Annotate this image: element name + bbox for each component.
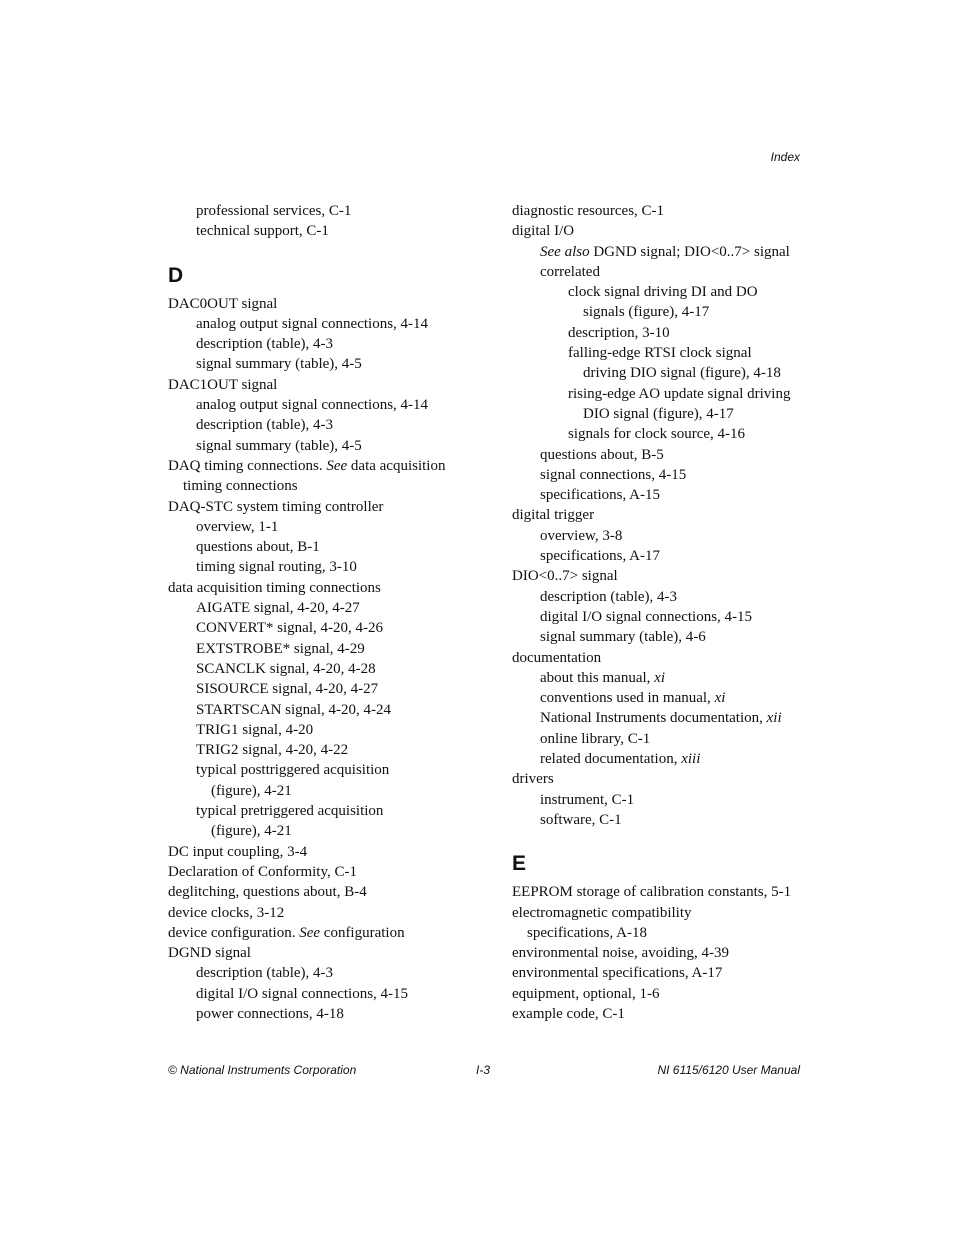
index-entry (168, 618, 468, 638)
index-text: specifications, A-15 (540, 487, 660, 504)
index-entry (512, 587, 812, 607)
index-entry (168, 943, 468, 963)
index-entry-line (512, 221, 812, 241)
index-entry-line (568, 282, 812, 302)
index-entry-line (196, 537, 468, 557)
index-text: digital I/O (512, 223, 575, 240)
index-entry-line (540, 810, 812, 830)
index-text: xi (714, 690, 726, 707)
index-text: overview, 1-1 (196, 518, 279, 535)
index-entry (512, 749, 812, 769)
index-entry-line (196, 963, 468, 983)
index-entry (168, 963, 468, 983)
index-text: questions about, B-1 (196, 539, 320, 556)
index-text: configuration (320, 924, 405, 941)
index-entry (168, 801, 468, 842)
index-entry-line (568, 404, 812, 424)
index-text: description (table), 4-3 (196, 336, 334, 353)
index-entry-line (196, 354, 468, 374)
index-column-right (512, 201, 812, 1024)
index-text: device clocks, 3-12 (168, 904, 285, 921)
index-text: documentation (512, 649, 602, 666)
index-text: signal summary (table), 4-5 (196, 356, 362, 373)
index-entry-line (196, 201, 468, 221)
index-entry (512, 323, 812, 343)
index-entry (168, 354, 468, 374)
index-text: EEPROM storage of calibration constants, 5-1 (512, 884, 792, 901)
index-text: See also (540, 243, 590, 260)
index-entry (512, 282, 812, 323)
index-entry (512, 465, 812, 485)
index-entry-line (196, 720, 468, 740)
index-entry (168, 294, 468, 314)
footer-manual-title: NI 6115/6120 User Manual (657, 1063, 800, 1077)
index-entry (512, 963, 812, 983)
index-entry (512, 1004, 812, 1024)
index-entry (512, 627, 812, 647)
index-entry-line (568, 363, 812, 383)
index-entry-line (196, 557, 468, 577)
index-text: questions about, B-5 (540, 446, 664, 463)
index-entry-line (540, 262, 812, 282)
index-text: (figure), 4-21 (211, 823, 292, 840)
index-entry-line (540, 445, 812, 465)
index-entry-line (540, 688, 812, 708)
index-entry-line (568, 424, 812, 444)
index-entry-line (196, 517, 468, 537)
page-number: I-3 (476, 1063, 491, 1077)
index-text: CONVERT* signal, 4-20, 4-26 (196, 620, 384, 637)
index-entry-line (512, 505, 812, 525)
index-entry (168, 537, 468, 557)
index-text: digital I/O signal connections, 4-15 (196, 985, 409, 1002)
index-text: DGND signal (168, 945, 251, 962)
index-text: description (table), 4-3 (196, 417, 334, 434)
index-entry-line (168, 456, 468, 476)
index-entry (512, 201, 812, 221)
index-text: related documentation, (540, 751, 682, 768)
index-text: instrument, C-1 (540, 791, 635, 808)
index-text: timing signal routing, 3-10 (196, 559, 357, 576)
index-entry (168, 578, 468, 598)
index-text: See (326, 457, 348, 474)
index-entry-line (168, 862, 468, 882)
index-entry (168, 700, 468, 720)
index-text: analog output signal connections, 4-14 (196, 315, 429, 332)
index-text: xi (654, 669, 665, 686)
index-text: DC input coupling, 3-4 (168, 843, 308, 860)
index-entry-line (540, 729, 812, 749)
index-entry (512, 242, 812, 262)
index-text: environmental specifications, A-17 (512, 965, 723, 982)
index-text: clock signal driving DI and DO (568, 284, 758, 301)
index-text: diagnostic resources, C-1 (512, 203, 665, 219)
index-entry-line (196, 801, 468, 821)
index-text: digital trigger (512, 507, 595, 524)
index-entry-line (196, 659, 468, 679)
index-entry-line (196, 760, 468, 780)
index-entry-line (512, 963, 812, 983)
index-entry (168, 375, 468, 395)
index-text: data acquisition timing connections (168, 579, 381, 596)
index-text: DIO<0..7> signal (512, 568, 618, 585)
index-text: specifications, A-18 (527, 924, 647, 941)
index-text: National Instruments documentation, (540, 710, 767, 727)
index-text: TRIG1 signal, 4-20 (196, 721, 314, 738)
index-entry-line (540, 627, 812, 647)
index-entry-line (512, 882, 812, 902)
index-text: power connections, 4-18 (196, 1005, 344, 1022)
index-text: data acquisition (347, 457, 446, 474)
index-entry-line (512, 201, 812, 221)
index-text: signals (figure), 4-17 (583, 304, 710, 321)
index-entry (168, 903, 468, 923)
index-text: online library, C-1 (540, 730, 651, 747)
index-entry (512, 903, 812, 944)
index-entry (512, 882, 812, 902)
index-entry (168, 598, 468, 618)
index-text: deglitching, questions about, B-4 (168, 884, 367, 901)
index-entry-line (196, 781, 468, 801)
index-text: specifications, A-17 (540, 548, 660, 565)
index-entry (168, 720, 468, 740)
index-entry-line (512, 923, 812, 943)
index-entry (168, 517, 468, 537)
index-entry-line (196, 740, 468, 760)
index-text: falling-edge RTSI clock signal (568, 345, 752, 362)
index-entry (168, 334, 468, 354)
index-text: driving DIO signal (figure), 4-18 (583, 365, 781, 382)
index-text: drivers (512, 771, 554, 788)
index-text: typical pretriggered acquisition (196, 803, 384, 820)
index-text: EXTSTROBE* signal, 4-29 (196, 640, 365, 657)
index-entry-line (168, 578, 468, 598)
index-entry-line (196, 639, 468, 659)
index-entry (168, 395, 468, 415)
index-text: (figure), 4-21 (211, 782, 292, 799)
index-entry (168, 415, 468, 435)
index-text: description, 3-10 (568, 324, 670, 341)
index-text: DGND signal; DIO<0..7> signal (589, 243, 790, 260)
index-text: DAC0OUT signal (168, 295, 278, 312)
index-entry (512, 485, 812, 505)
index-entry-line (196, 395, 468, 415)
index-entry-line (540, 485, 812, 505)
index-entry-line (568, 343, 812, 363)
index-entry-line (196, 984, 468, 1004)
index-text: SISOURCE signal, 4-20, 4-27 (196, 681, 379, 698)
index-text: device configuration. (168, 924, 300, 941)
index-entry (512, 943, 812, 963)
index-text: professional services, C-1 (196, 203, 352, 219)
index-entry (168, 1004, 468, 1024)
index-entry-line (568, 323, 812, 343)
index-entry (512, 769, 812, 789)
index-text: description (table), 4-3 (540, 588, 678, 605)
index-text: DAC1OUT signal (168, 376, 278, 393)
index-text: timing connections (183, 478, 298, 495)
index-entry-line (196, 700, 468, 720)
index-entry-line (196, 436, 468, 456)
index-entry (168, 639, 468, 659)
index-entry (168, 659, 468, 679)
index-entry (512, 984, 812, 1004)
index-text: See (299, 924, 321, 941)
index-text: xii (766, 710, 782, 727)
index-text: STARTSCAN signal, 4-20, 4-24 (196, 701, 391, 718)
index-text: description (table), 4-3 (196, 965, 334, 982)
index-text: rising-edge AO update signal driving (568, 385, 791, 402)
index-text: Declaration of Conformity, C-1 (168, 863, 357, 880)
index-entry (168, 497, 468, 517)
index-entry (512, 729, 812, 749)
index-entry (168, 679, 468, 699)
index-entry-line (512, 943, 812, 963)
running-header: Index (770, 150, 800, 164)
index-entry-line (196, 821, 468, 841)
index-entry-line (540, 708, 812, 728)
index-text: TRIG2 signal, 4-20, 4-22 (196, 742, 349, 759)
index-entry (512, 648, 812, 668)
index-text: AIGATE signal, 4-20, 4-27 (196, 600, 360, 617)
index-entry-line (168, 294, 468, 314)
index-entry (512, 810, 812, 830)
index-text: example code, C-1 (512, 1005, 625, 1022)
index-entry-line (196, 334, 468, 354)
index-text: signal connections, 4-15 (540, 466, 687, 483)
index-entry (168, 862, 468, 882)
index-text: environmental noise, avoiding, 4-39 (512, 945, 730, 962)
index-entry (168, 314, 468, 334)
index-entry-line (196, 415, 468, 435)
index-entry (168, 984, 468, 1004)
index-entry (168, 456, 468, 497)
index-entry-line (540, 465, 812, 485)
index-entry-line (196, 314, 468, 334)
index-entry (168, 923, 468, 943)
index-entry (512, 790, 812, 810)
index-entry-line (196, 618, 468, 638)
index-entry-line (568, 302, 812, 322)
index-text: technical support, C-1 (196, 223, 329, 240)
index-entry (512, 546, 812, 566)
index-entry (512, 343, 812, 384)
index-entry-line (540, 790, 812, 810)
index-column-left (168, 201, 468, 1024)
index-entry (168, 201, 468, 221)
index-entry (512, 424, 812, 444)
index-entry (512, 708, 812, 728)
index-entry-line (168, 943, 468, 963)
index-entry-line (168, 882, 468, 902)
index-text: xiii (681, 751, 701, 768)
index-entry-line (512, 769, 812, 789)
section-letter: D (168, 263, 184, 287)
index-entry-line (512, 903, 812, 923)
section-letter: E (512, 852, 527, 876)
index-entry (512, 668, 812, 688)
footer-copyright: © National Instruments Corporation (168, 1063, 357, 1077)
index-text: electromagnetic compatibility (512, 904, 692, 921)
index-entry-line (168, 497, 468, 517)
index-entry-line (168, 923, 468, 943)
index-entry (168, 557, 468, 577)
index-entry-line (196, 679, 468, 699)
index-entry (512, 221, 812, 241)
index-text: conventions used in manual, (540, 690, 715, 707)
index-entry-line (540, 526, 812, 546)
index-entry (512, 445, 812, 465)
index-entry (168, 760, 468, 801)
index-entry (512, 607, 812, 627)
index-entry (512, 505, 812, 525)
index-text: digital I/O signal connections, 4-15 (540, 608, 753, 625)
index-text: SCANCLK signal, 4-20, 4-28 (196, 660, 376, 677)
index-entry-line (540, 668, 812, 688)
index-entry-line (512, 566, 812, 586)
index-entry (168, 740, 468, 760)
index-entry-line (512, 648, 812, 668)
index-entry (168, 221, 468, 241)
index-entry (512, 566, 812, 586)
index-text: DIO signal (figure), 4-17 (583, 405, 734, 422)
index-text: overview, 3-8 (540, 527, 623, 544)
index-text: signal summary (table), 4-5 (196, 437, 362, 454)
index-entry-line (168, 842, 468, 862)
index-entry-line (196, 221, 468, 241)
index-entry-line (512, 1004, 812, 1024)
index-text: signals for clock source, 4-16 (568, 426, 746, 443)
index-entry-line (568, 384, 812, 404)
index-entry (512, 262, 812, 282)
index-entry-line (540, 546, 812, 566)
index-entry-line (540, 587, 812, 607)
index-text: correlated (540, 263, 600, 280)
index-entry-line (196, 598, 468, 618)
index-entry (512, 526, 812, 546)
index-text: DAQ-STC system timing controller (168, 498, 384, 515)
index-entry (512, 688, 812, 708)
index-text: signal summary (table), 4-6 (540, 629, 706, 646)
index-entry (168, 436, 468, 456)
index-text: typical posttriggered acquisition (196, 762, 390, 779)
index-entry-line (196, 1004, 468, 1024)
index-text: analog output signal connections, 4-14 (196, 397, 429, 414)
index-entry-line (540, 607, 812, 627)
index-entry (168, 882, 468, 902)
index-text: DAQ timing connections. (168, 457, 327, 474)
index-entry (512, 384, 812, 425)
index-text: about this manual, (540, 669, 655, 686)
index-text: equipment, optional, 1-6 (512, 985, 660, 1002)
index-entry (168, 842, 468, 862)
index-entry-line (540, 242, 812, 262)
index-entry-line (512, 984, 812, 1004)
index-text: software, C-1 (540, 811, 622, 828)
index-entry-line (540, 749, 812, 769)
index-entry-line (168, 476, 468, 496)
index-entry-line (168, 375, 468, 395)
index-entry-line (168, 903, 468, 923)
